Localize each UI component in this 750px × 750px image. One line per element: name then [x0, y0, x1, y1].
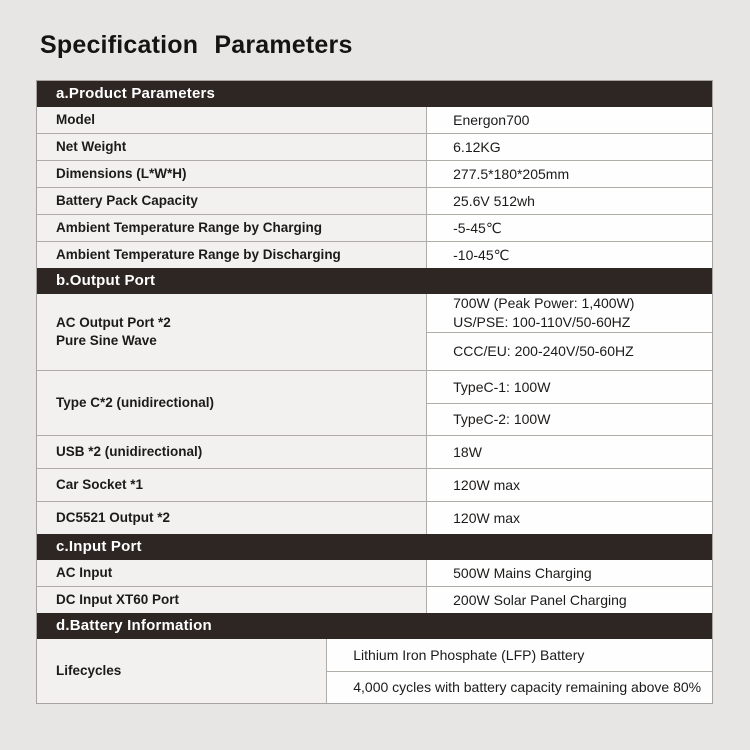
row-values	[427, 134, 712, 160]
row-label	[37, 436, 427, 468]
spec-table	[36, 80, 713, 704]
row-values	[427, 560, 712, 586]
value-line: -10-45℃	[453, 246, 510, 263]
value-line: 277.5*180*205mm	[453, 165, 570, 182]
row-label	[37, 639, 327, 703]
table-row	[37, 501, 712, 534]
value-line: 18W	[453, 443, 482, 460]
table-row	[37, 435, 712, 468]
section-header: c.Input Port	[37, 534, 712, 560]
row-values	[427, 587, 712, 613]
row-label-line: Pure Sine Wave	[56, 333, 157, 348]
value-line: 120W max	[453, 509, 521, 526]
row-label-line: AC Output Port *2	[56, 315, 171, 330]
row-label	[37, 107, 427, 133]
row-label	[37, 242, 427, 268]
row-values	[427, 215, 712, 241]
table-row	[37, 160, 712, 187]
value-line: CCC/EU: 200-240V/50-60HZ	[453, 342, 634, 359]
row-label-line: Dimensions (L*W*H)	[56, 166, 187, 181]
row-label-line: DC5521 Output *2	[56, 510, 171, 525]
table-row	[37, 187, 712, 214]
row-values	[427, 436, 712, 468]
table-row	[37, 294, 712, 370]
value-cell	[427, 107, 712, 133]
row-values	[427, 107, 712, 133]
value-cell	[427, 161, 712, 187]
table-row	[37, 370, 712, 435]
row-values	[427, 242, 712, 268]
value-cell	[427, 469, 712, 501]
value-line: Lithium Iron Phosphate (LFP) Battery	[353, 646, 585, 663]
value-cell	[427, 215, 712, 241]
value-cell	[427, 242, 712, 268]
row-values	[427, 188, 712, 214]
table-row	[37, 586, 712, 613]
value-line: 6.12KG	[453, 138, 501, 155]
value-line: 25.6V 512wh	[453, 192, 535, 209]
row-label	[37, 134, 427, 160]
value-cell	[427, 502, 712, 534]
value-cell	[427, 587, 712, 613]
table-row	[37, 107, 712, 133]
section-product-parameters	[37, 81, 712, 268]
row-values	[427, 502, 712, 534]
section-header: a.Product Parameters	[37, 81, 712, 107]
value-line: TypeC-1: 100W	[453, 378, 551, 395]
value-cell	[427, 371, 712, 403]
row-label-line: Ambient Temperature Range by Charging	[56, 220, 323, 235]
value-cell	[327, 671, 712, 703]
row-label-line: DC Input XT60 Port	[56, 592, 180, 607]
table-row	[37, 133, 712, 160]
row-label	[37, 560, 427, 586]
row-label	[37, 188, 427, 214]
value-cell	[427, 560, 712, 586]
value-cell	[427, 403, 712, 435]
value-line: US/PSE: 100-110V/50-60HZ	[453, 313, 631, 330]
row-label	[37, 294, 427, 370]
row-label-line: AC Input	[56, 565, 113, 580]
value-line: 200W Solar Panel Charging	[453, 591, 627, 608]
value-line: 700W (Peak Power: 1,400W)	[453, 294, 635, 311]
row-label	[37, 469, 427, 501]
row-label-line: Net Weight	[56, 139, 127, 154]
value-line: 120W max	[453, 476, 521, 493]
section-input-port	[37, 534, 712, 613]
value-cell	[427, 436, 712, 468]
row-label-line: Type C*2 (unidirectional)	[56, 395, 215, 410]
section-header: b.Output Port	[37, 268, 712, 294]
page-title: Specification Parameters	[40, 31, 353, 59]
row-values	[427, 469, 712, 501]
value-cell	[427, 188, 712, 214]
row-label	[37, 502, 427, 534]
value-cell	[427, 294, 712, 332]
row-label	[37, 215, 427, 241]
value-cell	[327, 639, 712, 671]
row-label	[37, 161, 427, 187]
row-values	[427, 294, 712, 370]
row-label-line: Ambient Temperature Range by Discharging	[56, 247, 341, 262]
value-cell	[427, 134, 712, 160]
table-row	[37, 560, 712, 586]
value-line: 4,000 cycles with battery capacity remaining above 80%	[353, 679, 702, 695]
table-row	[37, 639, 712, 703]
value-line: Energon700	[453, 111, 530, 128]
table-row	[37, 468, 712, 501]
row-label-line: USB *2 (unidirectional)	[56, 444, 203, 459]
value-line: 500W Mains Charging	[453, 564, 592, 581]
section-header: d.Battery Information	[37, 613, 712, 639]
value-cell	[427, 332, 712, 371]
row-label	[37, 587, 427, 613]
row-label-line: Battery Pack Capacity	[56, 193, 198, 208]
section-output-port	[37, 268, 712, 534]
row-label-line: Model	[56, 112, 95, 127]
table-row	[37, 241, 712, 268]
row-label-line: Lifecycles	[56, 663, 122, 678]
row-values	[427, 161, 712, 187]
row-label	[37, 371, 427, 435]
row-values	[327, 639, 712, 703]
value-line: -5-45℃	[453, 219, 502, 236]
row-values	[427, 371, 712, 435]
table-row	[37, 214, 712, 241]
row-label-line: Car Socket *1	[56, 477, 144, 492]
value-line: TypeC-2: 100W	[453, 411, 551, 427]
section-battery-information	[37, 613, 712, 703]
